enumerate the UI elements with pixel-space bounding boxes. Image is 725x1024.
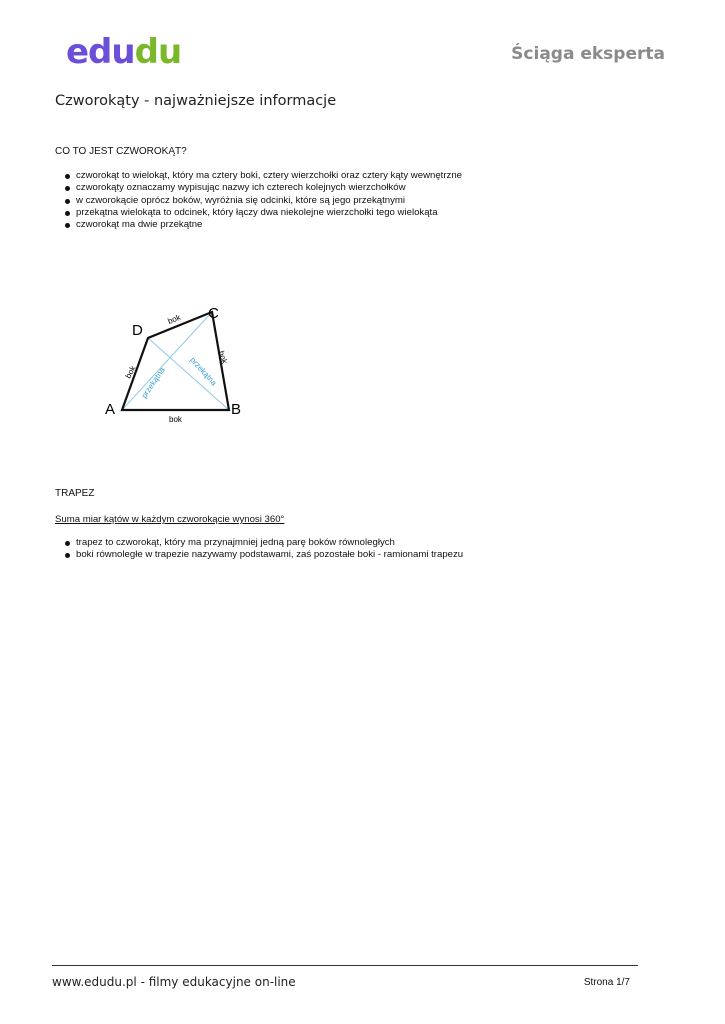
- list-item: przekątna wielokąta to odcinek, który łączy dwa niekolejne wierzchołki tego wielokąta: [58, 207, 462, 219]
- list-item: w czworokącie oprócz boków, wyróżnia się odcinki, które są jego przekątnymi: [58, 195, 462, 207]
- logo-text-part1: edu: [66, 32, 135, 72]
- list-item: czworokąt ma dwie przekątne: [58, 219, 462, 231]
- vertex-label-a: A: [105, 401, 116, 418]
- angle-sum-note: Suma miar kątów w każdym czworokącie wynosi 360°: [55, 514, 285, 525]
- logo-text-part2: du: [134, 32, 182, 72]
- footer-divider: [52, 965, 638, 966]
- section-heading-what-is: CO TO JEST CZWOROKĄT?: [55, 146, 187, 157]
- diagonal-label-right: przekątna: [188, 355, 219, 388]
- list-item: boki równoległe w trapezie nazywamy podstawami, zaś pozostałe boki - ramionami trapezu: [58, 549, 463, 561]
- list-item: czworokąty oznaczamy wypisując nazwy ich czterech kolejnych wierzchołków: [58, 182, 462, 194]
- trapezoid-list: [58, 537, 463, 562]
- list-item: trapez to czworokąt, który ma przynajmniej jedną parę boków równoległych: [58, 537, 463, 549]
- vertex-label-b: B: [231, 401, 242, 418]
- vertex-label-d: D: [132, 322, 143, 339]
- list-item: czworokąt to wielokąt, który ma cztery boki, cztery wierzchołki oraz cztery kąty wewnętrzne: [58, 170, 462, 182]
- side-label-left: bok: [123, 364, 138, 380]
- edudu-logo: [66, 32, 181, 72]
- diagonal-label-left: przekątna: [139, 365, 167, 400]
- document-title: Czworokąty - najważniejsze informacje: [55, 93, 337, 109]
- side-label-top: bok: [166, 312, 182, 326]
- vertex-label-c: C: [208, 305, 219, 322]
- brand-tagline: Ściąga eksperta: [511, 44, 665, 64]
- quadrilateral-diagram: [100, 298, 260, 428]
- definition-list: [58, 170, 462, 231]
- side-label-bottom: bok: [169, 415, 182, 424]
- section-heading-trapezoid: TRAPEZ: [55, 488, 95, 499]
- footer-site-link[interactable]: www.edudu.pl - filmy edukacyjne on-line: [52, 975, 296, 989]
- page-number: Strona 1/7: [583, 977, 630, 988]
- side-label-right: bok: [216, 349, 230, 365]
